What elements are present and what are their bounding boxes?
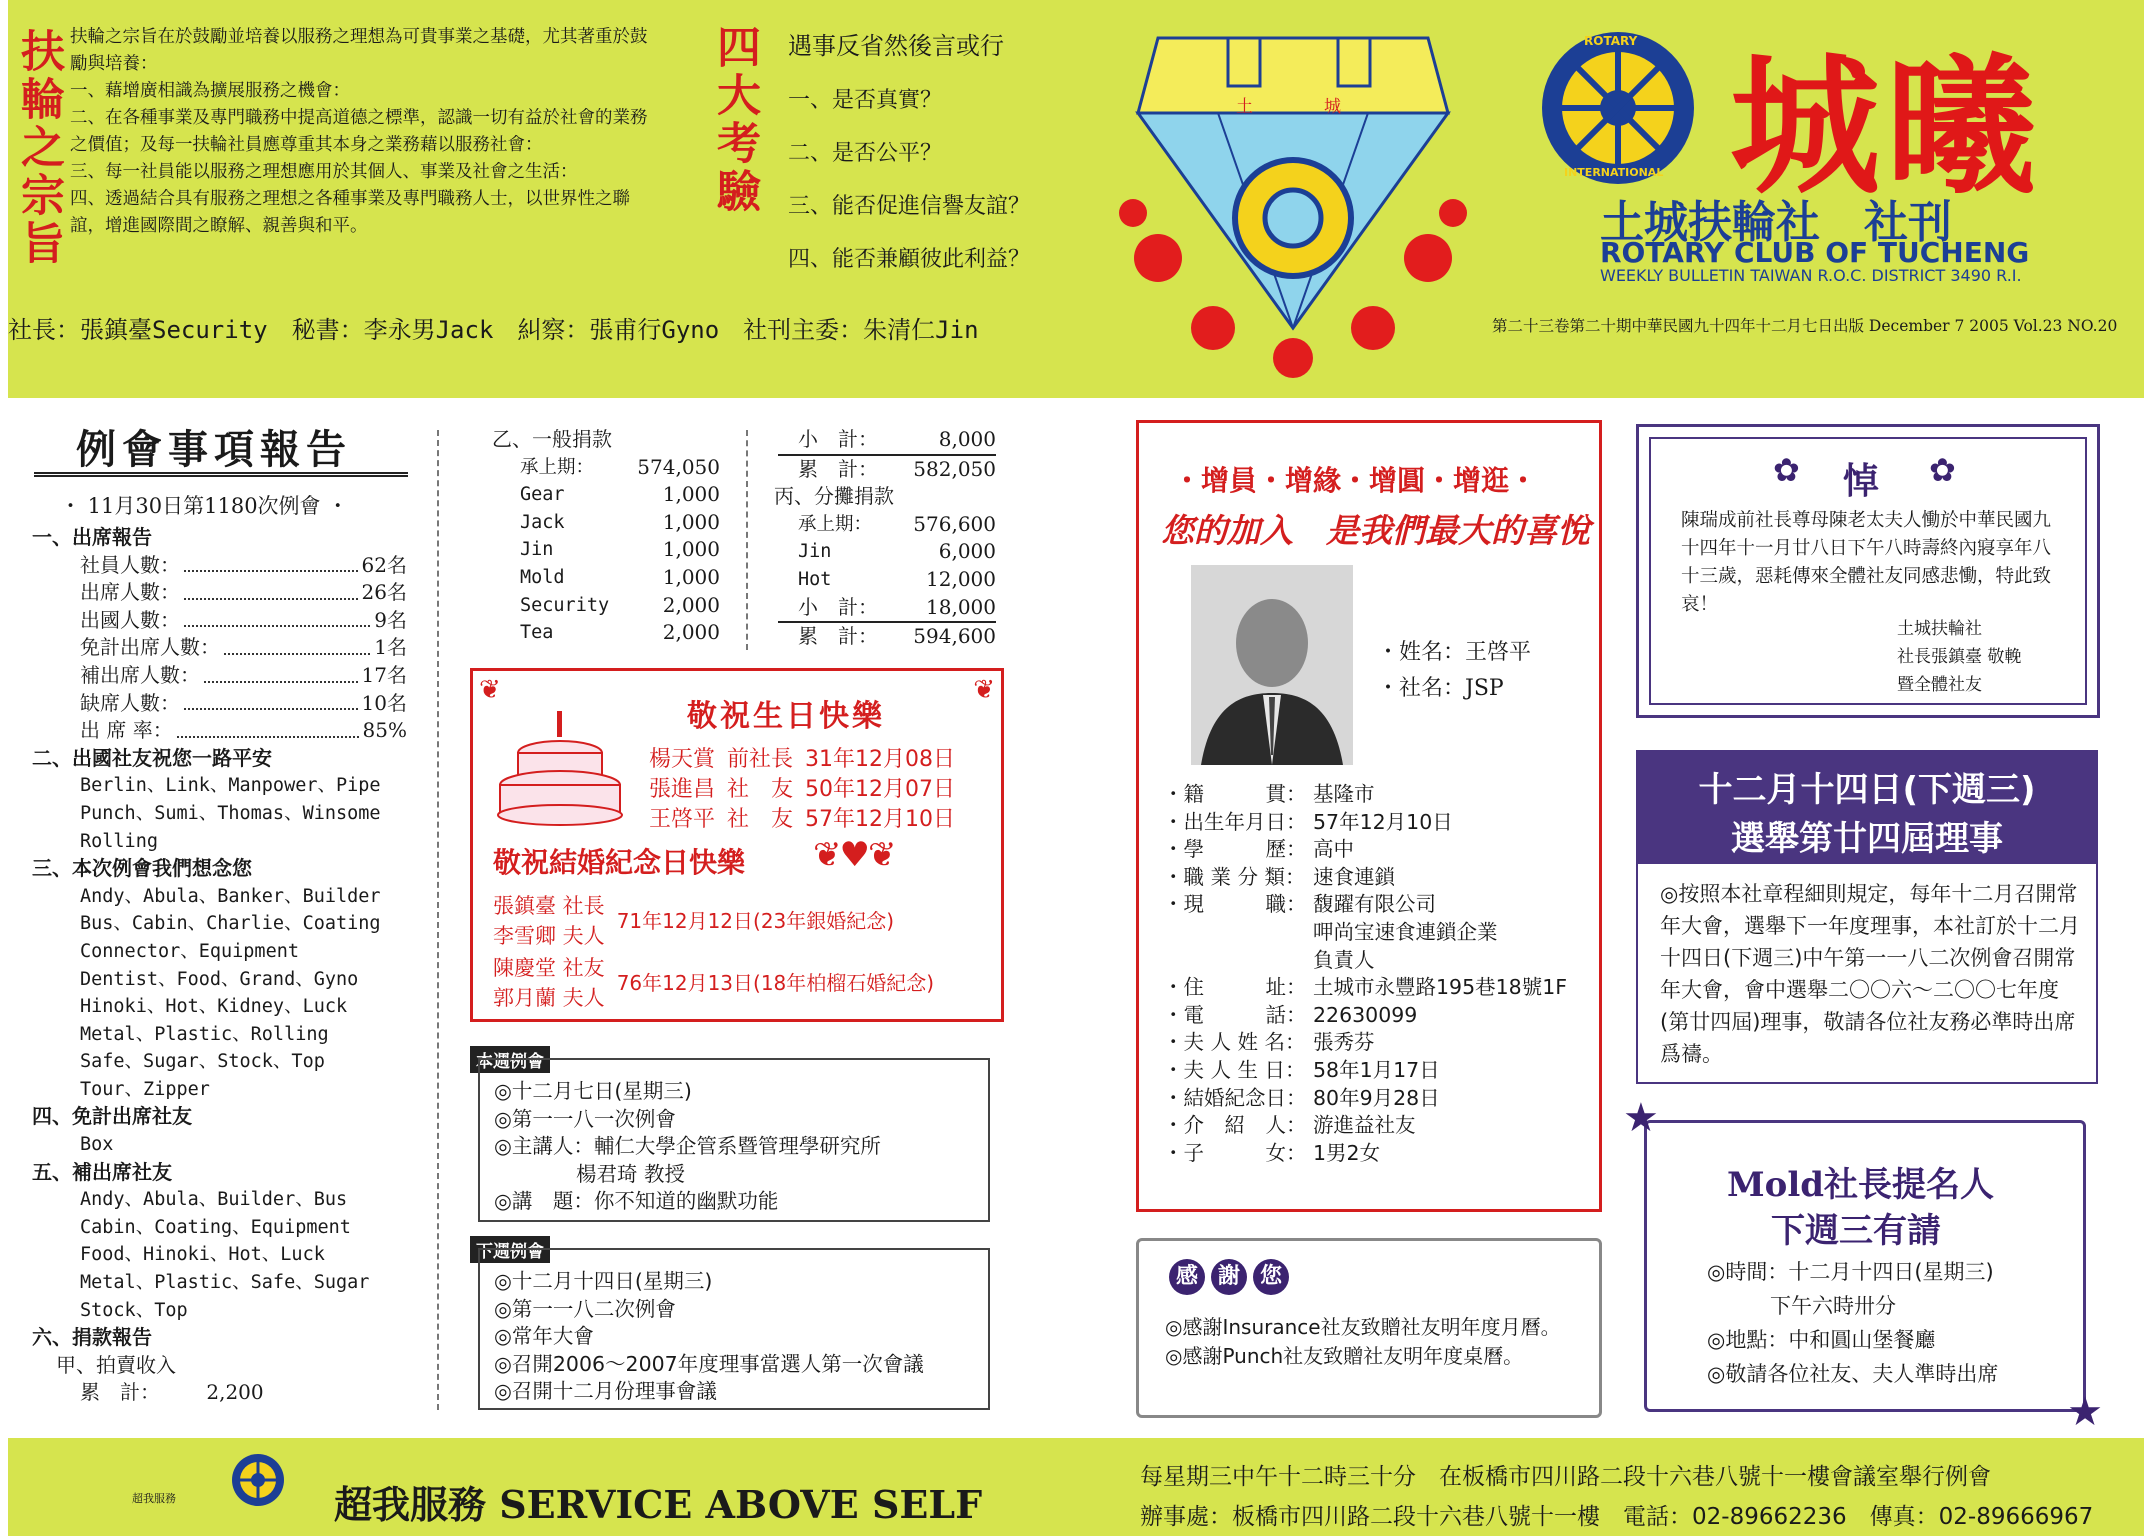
mold-line: 下午六時卅分 [1707, 1294, 1896, 1318]
member-field-label: ・學 歷： [1163, 837, 1307, 862]
donation-row [500, 509, 720, 537]
column-divider [437, 430, 439, 1410]
member-field-row [1163, 1057, 1567, 1085]
member-field-value: 80年9月28日 [1313, 1085, 1440, 1110]
four-way-item: 四、能否兼顧彼此利益？ [788, 247, 1031, 272]
bulletin-title: 城曦 [1730, 39, 2043, 215]
attendance-value: 62名 [361, 552, 407, 577]
this-week-line: ◎主講人：輔仁大學企管系暨管理學研究所 [494, 1134, 881, 1158]
meeting-line: ・ 11月30日第1180次例會 ・ [60, 494, 349, 518]
this-week-line: ◎十二月七日(星期三) [494, 1079, 692, 1103]
donation-amount: 6,000 [938, 539, 996, 564]
thanks-line: ◎感謝Punch社友致贈社友明年度桌曆。 [1165, 1344, 1524, 1368]
member-field-label: ・現 職： [1163, 892, 1307, 917]
attendance-dots [184, 607, 370, 628]
member-field-value: 1男2女 [1313, 1140, 1381, 1165]
purpose-item: 三、每一社員能以服務之理想應用於其個人、事業及社會之生活： [70, 162, 578, 182]
donor-name: Mold [520, 566, 565, 588]
member-field-row [1163, 974, 1567, 1002]
birthday-name: 張進昌 [649, 777, 716, 802]
birthday-row [649, 805, 955, 835]
officers-line: 社長：張鎮臺Security 秘書：李永男Jack 糾察：張甫行Gyno 社刊主委：朱清仁Jin [8, 316, 979, 344]
shared-subtotal [778, 594, 996, 624]
issue-line: 第二十三卷第二十期中華民國九十四年十二月七日出版 December 7 2005 Vol.23 NO.20 [1492, 317, 2118, 335]
attendance-row [80, 634, 407, 662]
attendance-value: 85% [362, 718, 407, 743]
shared-subtotal-label: 小 計： [798, 594, 878, 619]
donation-row [500, 564, 720, 592]
donor-name: Jin [798, 541, 832, 563]
report-title: 例會事項報告 [76, 426, 352, 473]
miss-list [32, 883, 407, 1104]
donor-name: 承上期： [520, 456, 595, 478]
thanks-box [1136, 1238, 1602, 1418]
donation-amount: 1,000 [662, 564, 720, 589]
abroad-line: Rolling [80, 830, 158, 852]
donation-amount: 574,050 [637, 454, 720, 479]
member-field-row [1163, 781, 1567, 809]
donor-name: Tea [520, 622, 554, 644]
miss-line: Metal、Plastic、Rolling [80, 1023, 329, 1045]
member-field-value: 22630099 [1313, 1002, 1418, 1027]
anniversary-row [493, 953, 993, 1013]
footer-meeting-info: 每星期三中午十二時三十分 在板橋市四川路二段十六巷八號十一樓會議室舉行例會 [1140, 1464, 1991, 1490]
anniversary-names [493, 891, 605, 951]
attendance-row [80, 717, 407, 745]
birthday-row [649, 775, 955, 805]
donor-name: 承上期： [798, 513, 873, 535]
birthday-row [649, 745, 955, 775]
donation-row [778, 566, 996, 594]
member-field-value: 土城市永豐路195巷18號1F [1313, 975, 1568, 1000]
attendance-row [80, 662, 407, 690]
makeup-line: Stock、Top [80, 1299, 188, 1321]
general-total-label: 累 計： [798, 456, 878, 481]
birthday-name: 楊天賞 [649, 747, 716, 772]
abroad-line: Punch、Sumi、Thomas、Winsome [80, 802, 381, 824]
election-title-date: 十二月十四日(下週三) [1698, 770, 2036, 810]
mold-line: ◎時間：十二月十四日(星期三) [1707, 1260, 1994, 1284]
four-way-item: 二、是否公平？ [788, 141, 943, 166]
member-field-row [1163, 1140, 1567, 1168]
condolence-sign-line: 暨全體社友 [1897, 675, 1982, 695]
condolence-sign-line: 社長張鎮臺 敬輓 [1897, 647, 2022, 667]
mold-line: ◎地點：中和圓山堡餐廳 [1707, 1328, 1936, 1352]
purpose-intro: 扶輪之宗旨在於鼓勵並培養以服務之理想為可貴事業之基礎，尤其著重於鼓勵與培養： [70, 27, 648, 74]
attendance-value: 1名 [374, 635, 407, 660]
anniversary-name: 陳慶堂 社友 [493, 956, 605, 980]
member-field-value: 負責人 [1313, 947, 1375, 972]
member-field-label: ・住 址： [1163, 975, 1307, 1000]
flower-left-icon: ✿ [1773, 451, 1800, 489]
member-field-label: ・出生年月日： [1163, 809, 1307, 834]
this-week-tab: 本週例會 [470, 1046, 550, 1073]
purpose-item: 二、在各種事業及專門職務中提高道德之標準，認識一切有益於社會的業務之價值；及每一扶輪社員應尊重其本身之業務藉以服務社會： [70, 108, 648, 155]
shared-total [778, 623, 996, 651]
donation-amount: 1,000 [662, 537, 720, 562]
attendance-dots [204, 662, 358, 683]
member-field-row [1163, 947, 1567, 975]
attendance-list [32, 552, 407, 745]
condolence-text: 陳瑞成前社長尊母陳老太夫人慟於中華民國九十四年十一月廿八日下午八時壽終內寢享年八十三歲，惡耗傳來全體社友同感悲慟，特此致哀！ [1681, 510, 2052, 615]
mold-line: ◎敬請各位社友、夫人準時出席 [1707, 1362, 1999, 1386]
member-name: ・姓名：王啓平 [1377, 640, 1532, 665]
this-week-line: ◎講 題：你不知道的幽默功能 [494, 1189, 779, 1213]
next-week-line: ◎召開十二月份理事會議 [494, 1379, 717, 1403]
birthday-name: 王啓平 [649, 807, 716, 832]
star-bottom-right-icon: ★ [2067, 1389, 2103, 1435]
mold-subtitle: 下週三有請 [1771, 1211, 1941, 1251]
four-way-item: 一、是否真實？ [788, 88, 943, 113]
member-field-value: 游進益社友 [1313, 1113, 1416, 1138]
purpose-text [70, 24, 660, 240]
four-way-intro: 遇事反省然後言或行 [788, 32, 1004, 60]
attendance-heading: 一、出席報告 [32, 525, 152, 549]
attendance-value: 17名 [361, 662, 407, 687]
diamond-logo [1118, 28, 1468, 378]
footer-slogan: 超我服務 SERVICE ABOVE SELF [334, 1482, 983, 1527]
anniversary-name: 郭月蘭 夫人 [493, 986, 605, 1010]
donor-name: Hot [798, 568, 832, 590]
election-box [1636, 750, 2098, 1084]
attendance-dots [184, 579, 358, 600]
miss-line: Dentist、Food、Grand、Gyno [80, 968, 359, 990]
birthday-date: 50年12月07日 [805, 777, 956, 802]
miss-line: Tour、Zipper [80, 1078, 210, 1100]
birthday-list [649, 745, 955, 835]
donation-amount: 1,000 [662, 482, 720, 507]
shared-total-label: 累 計： [798, 624, 878, 649]
flower-right-icon: ✿ [1929, 451, 1956, 489]
member-field-label: ・子 女： [1163, 1140, 1307, 1165]
mold-details [1707, 1255, 1998, 1391]
thanks-line: ◎感謝Insurance社友致贈社友明年度月曆。 [1165, 1315, 1561, 1339]
attendance-value: 10名 [361, 690, 407, 715]
abroad-heading: 二、出國社友祝您一路平安 [32, 745, 272, 770]
star-top-left-icon: ★ [1623, 1095, 1659, 1141]
general-subtotal [778, 426, 996, 456]
this-week-box [478, 1058, 990, 1222]
rotary-logo [1538, 28, 1698, 188]
purpose-vertical-title: 扶輪之宗旨 [13, 28, 64, 268]
birthday-role: 社 友 [727, 777, 794, 802]
condolence-title: 悼 [1843, 461, 1880, 502]
thanks-badge-char: 謝 [1211, 1259, 1247, 1295]
attendance-value: 26名 [361, 580, 407, 605]
member-field-value: 速食連鎖 [1313, 864, 1395, 889]
member-field-row [1163, 1029, 1567, 1057]
birthday-cake-icon [495, 711, 625, 827]
member-field-row [1163, 891, 1567, 919]
attendance-label: 免計出席人數： [80, 635, 220, 660]
member-field-label [1163, 919, 1313, 947]
purpose-item: 一、藉增廣相識為擴展服務之機會： [70, 81, 350, 101]
next-week-box [478, 1248, 990, 1410]
member-field-value: 58年1月17日 [1313, 1057, 1440, 1082]
member-field-label [1163, 947, 1313, 975]
anniversary-name: 李雪卿 夫人 [493, 924, 605, 948]
attendance-dots [184, 690, 358, 711]
miss-line: Safe、Sugar、Stock、Top [80, 1051, 325, 1073]
member-field-value: 馥躍有限公司 [1313, 892, 1436, 917]
donor-name: Gear [520, 484, 565, 506]
anniversary-row [493, 891, 993, 951]
report-title-underline [34, 472, 408, 477]
election-title: 選舉第廿四屆理事 [1731, 819, 2003, 859]
attendance-value: 9名 [374, 607, 407, 632]
donor-name: Jack [520, 511, 565, 533]
miss-line: Bus、Cabin、Charlie、Coating [80, 913, 381, 935]
member-field-row [1163, 919, 1567, 947]
thanks-badge [1169, 1259, 1289, 1295]
mold-box [1623, 1095, 2103, 1435]
new-member-banner: ・增員・增緣・增圓・增逛・ [1173, 464, 1538, 497]
celebration-box [470, 668, 1004, 1022]
member-club-name: ・社名：JSP [1377, 676, 1504, 701]
new-member-box [1136, 420, 1602, 1212]
member-field-label: ・結婚紀念日： [1163, 1085, 1307, 1110]
general-subtotal-label: 小 計： [798, 427, 878, 451]
mold-title: Mold社長提名人 [1727, 1165, 1995, 1205]
member-field-label: ・介 紹 人： [1163, 1113, 1307, 1138]
member-field-value: 57年12月10日 [1313, 809, 1453, 834]
miss-line: Connector、Equipment [80, 940, 299, 962]
report-body [32, 524, 407, 1407]
donation-amount: 576,600 [913, 511, 996, 536]
general-total-value: 582,050 [913, 456, 996, 481]
next-week-line: ◎召開2006～2007年度理事當選人第一次會議 [494, 1351, 924, 1376]
flourish-left-icon: ❦ [479, 675, 501, 705]
birthday-title: 敬祝生日快樂 [687, 699, 885, 734]
anniversary-title: 敬祝結婚紀念日快樂 [493, 846, 746, 879]
birthday-role: 社 友 [727, 807, 794, 832]
donation-amount: 2,000 [662, 620, 720, 645]
exempt-line: Box [80, 1134, 114, 1156]
donation-amount: 1,000 [662, 509, 720, 534]
election-header [1638, 752, 2096, 864]
member-photo [1191, 565, 1353, 765]
makeup-line: Andy、Abula、Builder、Bus [80, 1189, 348, 1211]
member-field-label: ・籍 貫： [1163, 782, 1307, 806]
footer-logo-caption: 超我服務 [132, 1492, 176, 1505]
member-fields [1163, 781, 1567, 1167]
member-field-row [1163, 1085, 1567, 1113]
member-field-row [1163, 864, 1567, 892]
general-subtotal-value: 8,000 [938, 427, 996, 451]
attendance-row [80, 607, 407, 635]
attendance-label: 補出席人數： [80, 662, 200, 687]
makeup-list [32, 1186, 407, 1324]
footer-rotary-icon [230, 1452, 286, 1508]
four-way-item: 三、能否促進信譽友誼？ [788, 194, 1031, 219]
anniversary-date: 76年12月13日(18年柏榴石婚紀念) [616, 971, 935, 995]
attendance-row [80, 579, 407, 607]
condolence-sign [1897, 615, 2021, 699]
birthday-date: 31年12月08日 [805, 747, 956, 772]
donation-amount: 2,000 [662, 592, 720, 617]
donation-amount: 12,000 [926, 566, 996, 591]
member-field-value: 高中 [1313, 837, 1354, 862]
flourish-right-icon: ❦ [973, 675, 995, 705]
donation-row [500, 619, 720, 647]
makeup-line: Cabin、Coating、Equipment [80, 1216, 351, 1238]
general-donation-list [500, 454, 720, 647]
auction-heading: 甲、拍賣收入 [56, 1352, 176, 1377]
miss-line: Hinoki、Hot、Kidney、Luck [80, 996, 348, 1018]
next-week-tab: 下週例會 [470, 1236, 550, 1263]
attendance-label: 出席人數： [80, 580, 180, 605]
attendance-row [80, 690, 407, 718]
purpose-item: 四、透過結合具有服務之理想之各種事業及專門職務人士，以世界性之聯誼，增進國際間之瞭解、親善與和平。 [70, 189, 630, 236]
new-member-headline: 您的加入 是我們最大的喜悅 [1161, 511, 1590, 550]
makeup-heading: 五、補出席社友 [32, 1159, 172, 1184]
thanks-text [1165, 1313, 1575, 1371]
donation-divider [746, 430, 748, 650]
makeup-line: Metal、Plastic、Safe、Sugar [80, 1272, 370, 1294]
exempt-list [32, 1131, 407, 1159]
donation-row [500, 536, 720, 564]
donation-row [778, 511, 996, 539]
club-name-cn: 土城扶輪社 社刊 [1600, 197, 1952, 248]
shared-donation-list [778, 511, 996, 594]
attendance-label: 缺席人數： [80, 690, 180, 715]
anniversary-list [493, 891, 993, 1015]
election-text: ◎按照本社章程細則規定，每年十二月召開常年大會，選舉下一年度理事，本社訂於十二月十四日(下週三)中午第一一八二次例會召開常年大會，會中選舉二〇〇六～二〇〇七年度(第廿四屆)理事，敬請各位社友務必準時出席爲禱。 [1660, 882, 2080, 1066]
exempt-heading: 四、免計出席社友 [32, 1104, 192, 1129]
donation-row [500, 481, 720, 509]
four-way-test [788, 26, 1048, 273]
abroad-list [32, 772, 407, 855]
general-donations [492, 426, 720, 647]
club-subtitle: WEEKLY BULLETIN TAIWAN R.O.C. DISTRICT 3490 R.I. [1600, 266, 2022, 285]
donor-name: Security [520, 594, 610, 616]
member-field-label: ・職 業 分 類： [1163, 864, 1306, 889]
member-field-row [1163, 836, 1567, 864]
diamond-label: 土 [1236, 97, 1253, 117]
member-field-label: ・夫 人 生 日： [1163, 1057, 1306, 1082]
condolence-sign-line: 土城扶輪社 [1897, 619, 1982, 639]
thanks-badge-char: 感 [1169, 1259, 1205, 1295]
this-week-line: ◎第一一八一次例會 [494, 1106, 676, 1131]
donation-row [500, 592, 720, 620]
rotary-logo-text-top: ROTARY [1584, 34, 1638, 48]
abroad-line: Berlin、Link、Manpower、Pipe [80, 775, 381, 797]
makeup-line: Food、Hinoki、Hot、Luck [80, 1244, 325, 1266]
birthday-role: 前社長 [727, 747, 794, 772]
next-week-line: ◎十二月十四日(星期三) [494, 1269, 713, 1293]
thanks-badge-char: 您 [1253, 1259, 1289, 1295]
auction-total-value: 2,200 [206, 1380, 264, 1405]
general-donation-heading: 乙、一般捐款 [492, 427, 612, 451]
attendance-dots [184, 552, 358, 573]
member-field-row [1163, 809, 1567, 837]
donation-row [778, 538, 996, 566]
next-week-line: ◎第一一八二次例會 [494, 1296, 676, 1321]
shared-subtotal-value: 18,000 [926, 594, 996, 619]
member-field-row [1163, 1112, 1567, 1140]
anniversary-date: 71年12月12日(23年銀婚紀念) [616, 909, 895, 933]
hearts-icon: ❦♥❦ [813, 835, 895, 875]
anniversary-names [493, 953, 605, 1013]
attendance-row [80, 552, 407, 580]
auction-total [32, 1379, 407, 1407]
diamond-label: 城 [1324, 97, 1341, 117]
attendance-dots [177, 717, 359, 738]
attendance-dots [224, 634, 370, 655]
club-name-en: ROTARY CLUB OF TUCHENG [1600, 236, 2030, 269]
condolence-box [1636, 424, 2100, 718]
member-field-value: 基隆市 [1313, 782, 1375, 806]
rotary-logo-text-bottom: INTERNATIONAL [1564, 166, 1664, 179]
member-field-value: 張秀芬 [1313, 1030, 1375, 1055]
donor-name: Jin [520, 539, 554, 561]
donation-heading: 六、捐款報告 [32, 1325, 152, 1350]
this-week-line: 楊君琦 教授 [494, 1161, 686, 1186]
anniversary-name: 張鎮臺 社長 [493, 894, 605, 918]
shared-donation-heading: 丙、分攤捐款 [774, 484, 894, 509]
member-field-label: ・電 話： [1163, 1002, 1307, 1027]
next-week-line: ◎常年大會 [494, 1324, 594, 1348]
general-total [778, 456, 996, 484]
shared-donations [774, 426, 996, 651]
member-field-value: 呷尚宝速食連鎖企業 [1313, 919, 1498, 944]
attendance-label: 出 席 率： [80, 718, 173, 743]
four-way-vertical-title: 四大考驗 [709, 24, 760, 216]
miss-line: Andy、Abula、Banker、Builder [80, 885, 381, 907]
member-field-row [1163, 1002, 1567, 1030]
miss-heading: 三、本次例會我們想念您 [32, 856, 252, 881]
footer-office-info: 辦事處：板橋市四川路二段十六巷八號十一樓 電話：02-89662236 傳真：02-89666967 [1140, 1504, 2094, 1530]
attendance-label: 出國人數： [80, 607, 180, 632]
member-field-label: ・夫 人 姓 名： [1163, 1030, 1306, 1055]
attendance-label: 社員人數： [80, 552, 180, 577]
birthday-date: 57年12月10日 [805, 807, 956, 832]
auction-total-label: 累 計： [80, 1380, 160, 1405]
shared-total-value: 594,600 [913, 624, 996, 649]
donation-row [500, 454, 720, 482]
